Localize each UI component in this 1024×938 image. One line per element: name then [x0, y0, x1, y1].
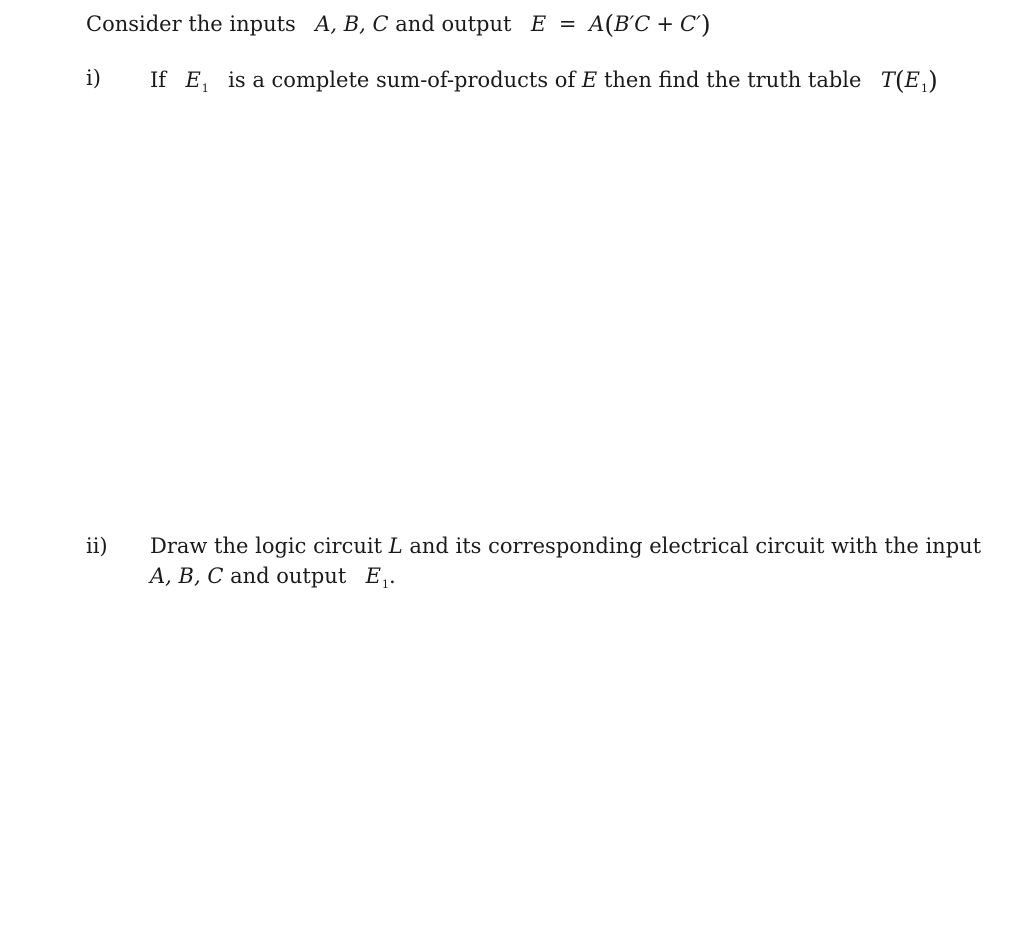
part-ii-line2	[150, 564, 396, 591]
part-ii-sub: 1	[382, 578, 389, 591]
part-ii-var-a: A,	[150, 564, 172, 588]
part-i-sub: 1	[201, 82, 209, 95]
part-i-then: then find the truth table	[603, 68, 862, 92]
var-a: A,	[315, 12, 338, 36]
part-i-var-e: E	[185, 68, 201, 92]
part-ii-var-b: B,	[178, 564, 201, 588]
expr-c-term: C′	[680, 12, 701, 36]
part-ii-draw: Draw the logic circuit	[150, 534, 383, 558]
part-ii-var-e: E	[365, 564, 381, 588]
expr-lhs: E	[530, 12, 547, 36]
part-i-text	[150, 68, 938, 93]
open-paren: (	[604, 10, 615, 39]
part-ii-period: .	[389, 564, 396, 588]
part-ii-label: ii)	[86, 534, 108, 558]
part-i-close-paren: )	[927, 66, 938, 95]
expr-plus: +	[656, 12, 674, 36]
var-b: B,	[343, 12, 366, 36]
part-i-if: If	[150, 68, 167, 92]
part-i-label: i)	[86, 66, 101, 90]
part-i-var-t: T	[880, 68, 895, 92]
part-ii-var-c: C	[207, 564, 224, 588]
close-paren: )	[700, 10, 711, 39]
part-ii-var-l: L	[388, 534, 403, 558]
expr-a: A	[589, 12, 605, 36]
intro-text: Consider the inputs	[86, 12, 296, 36]
problem-statement	[86, 12, 711, 37]
part-i-var-e2: E	[581, 68, 598, 92]
part-ii-line1	[150, 536, 981, 557]
expr-b-term: B′C	[614, 12, 651, 36]
expr-equals: =	[558, 12, 577, 36]
part-i-sub2: 1	[920, 82, 928, 95]
part-ii-and-output: and output	[230, 564, 347, 588]
part-i-var-e3: E	[904, 68, 920, 92]
part-i-mid: is a complete sum-of-products of	[228, 68, 576, 92]
part-i-open-paren: (	[894, 66, 905, 95]
part-ii-rest: and its corresponding electrical circuit with the input	[409, 534, 982, 558]
intro-and-output: and output	[395, 12, 512, 36]
var-c: C	[372, 12, 389, 36]
